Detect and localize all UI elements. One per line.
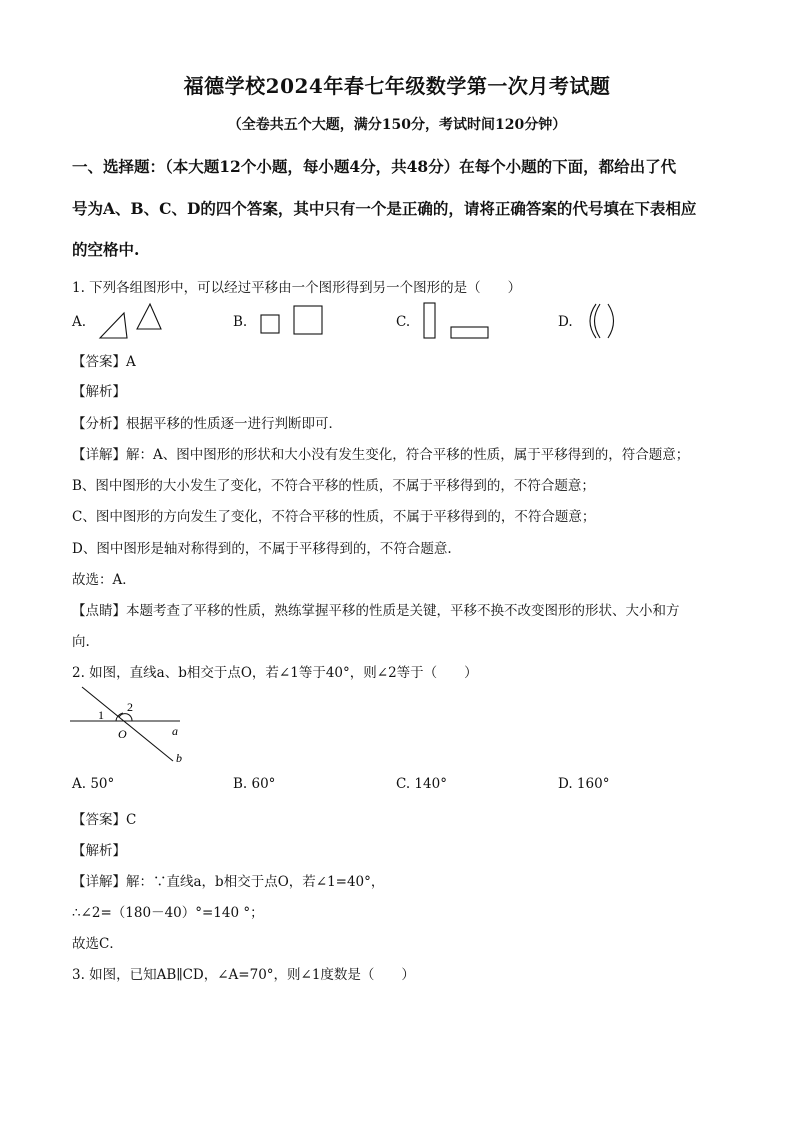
- rect-vertical: [424, 303, 435, 338]
- angle-1-label: 1: [98, 708, 104, 722]
- q3-stem: 3. 如图，已知AB∥CD，∠A=70°，则∠1度数是（ ）: [72, 967, 415, 983]
- q2-option-c: C. 140°: [396, 776, 447, 792]
- q1-answer: 【答案】A: [72, 354, 136, 370]
- q2-option-b: B. 60°: [233, 776, 276, 792]
- q2-choice: 故选C．: [72, 936, 123, 952]
- q2-answer: 【答案】C: [72, 812, 137, 828]
- q1-fenxi: 【分析】根据平移的性质逐一进行判断即可．: [72, 416, 342, 432]
- q1-option-b-label: B.: [233, 314, 248, 330]
- q1-comment-1: 【点睛】本题考查了平移的性质，熟练掌握平移的性质是关键，平移不换不改变图形的形状、大小和方: [72, 603, 680, 619]
- q2-detail-1: 【详解】解：∵直线a，b相交于点O，若∠1=40°，: [72, 874, 385, 890]
- page-title: 福德学校2024年春七年级数学第一次月考试题: [183, 74, 611, 98]
- q1-stem: 1. 下列各组图形中，可以经过平移由一个图形得到另一个图形的是（ ）: [72, 280, 522, 296]
- section-1-line-1: 一、选择题：（本大题12个小题，每小题4分，共48分）在每个小题的下面，都给出了代: [72, 157, 677, 176]
- arc-left-inner: [595, 304, 601, 338]
- triangle-small: [100, 313, 127, 338]
- triangle-shifted: [137, 304, 161, 329]
- q1-option-a-label: A.: [72, 314, 87, 330]
- q1-detail-4: D、图中图形是轴对称得到的，不属于平移得到的，不符合题意.: [72, 541, 452, 557]
- page-subtitle: （全卷共五个大题，满分150分，考试时间120分钟）: [227, 117, 567, 133]
- q2-analysis-heading: 【解析】: [72, 843, 126, 859]
- q1-option-a-figure: [98, 302, 166, 342]
- arc-left: [590, 304, 596, 338]
- line-b: [82, 687, 173, 761]
- point-o-label: O: [118, 727, 127, 741]
- line-b-label: b: [176, 751, 182, 765]
- arc-right: [608, 304, 614, 338]
- q1-detail-1: 【详解】解：A、图中图形的形状和大小没有发生变化，符合平移的性质，属于平移得到的，符合题意；: [72, 447, 690, 463]
- q1-comment-2: 向.: [72, 634, 90, 650]
- q2-option-a: A. 50°: [72, 776, 115, 792]
- angle-2-label: 2: [127, 700, 133, 714]
- q1-detail-2: B、图中图形的大小发生了变化，不符合平移的性质，不属于平移得到的，不符合题意；: [72, 478, 595, 494]
- q2-figure: [70, 684, 200, 770]
- q1-option-c-figure: [420, 301, 492, 343]
- q1-analysis-heading: 【解析】: [72, 384, 126, 400]
- q1-choice: 故选：A．: [72, 572, 136, 588]
- q1-option-c-label: C.: [396, 314, 411, 330]
- q2-detail-2: ∴∠2=（180－40）°=140 °；: [72, 905, 264, 921]
- square-large: [294, 306, 322, 334]
- line-a-label: a: [172, 724, 178, 738]
- section-1-line-2: 号为A、B、C、D的四个答案，其中只有一个是正确的，请将正确答案的代号填在下表相应: [72, 199, 697, 218]
- q1-detail-3: C、图中图形的方向发生了变化，不符合平移的性质，不属于平移得到的，不符合题意；: [72, 509, 596, 525]
- q1-option-d-label: D.: [558, 314, 573, 330]
- q2-option-d: D. 160°: [558, 776, 610, 792]
- angle-2-arc: [119, 714, 132, 721]
- q1-option-d-figure: [582, 301, 626, 343]
- q1-option-b-figure: [258, 305, 328, 337]
- q2-stem: 2. 如图，直线a、b相交于点O，若∠1等于40°，则∠2等于（ ）: [72, 665, 478, 681]
- section-1-line-3: 的空格中.: [72, 240, 140, 259]
- square-small: [261, 315, 279, 333]
- rect-horizontal: [451, 327, 488, 338]
